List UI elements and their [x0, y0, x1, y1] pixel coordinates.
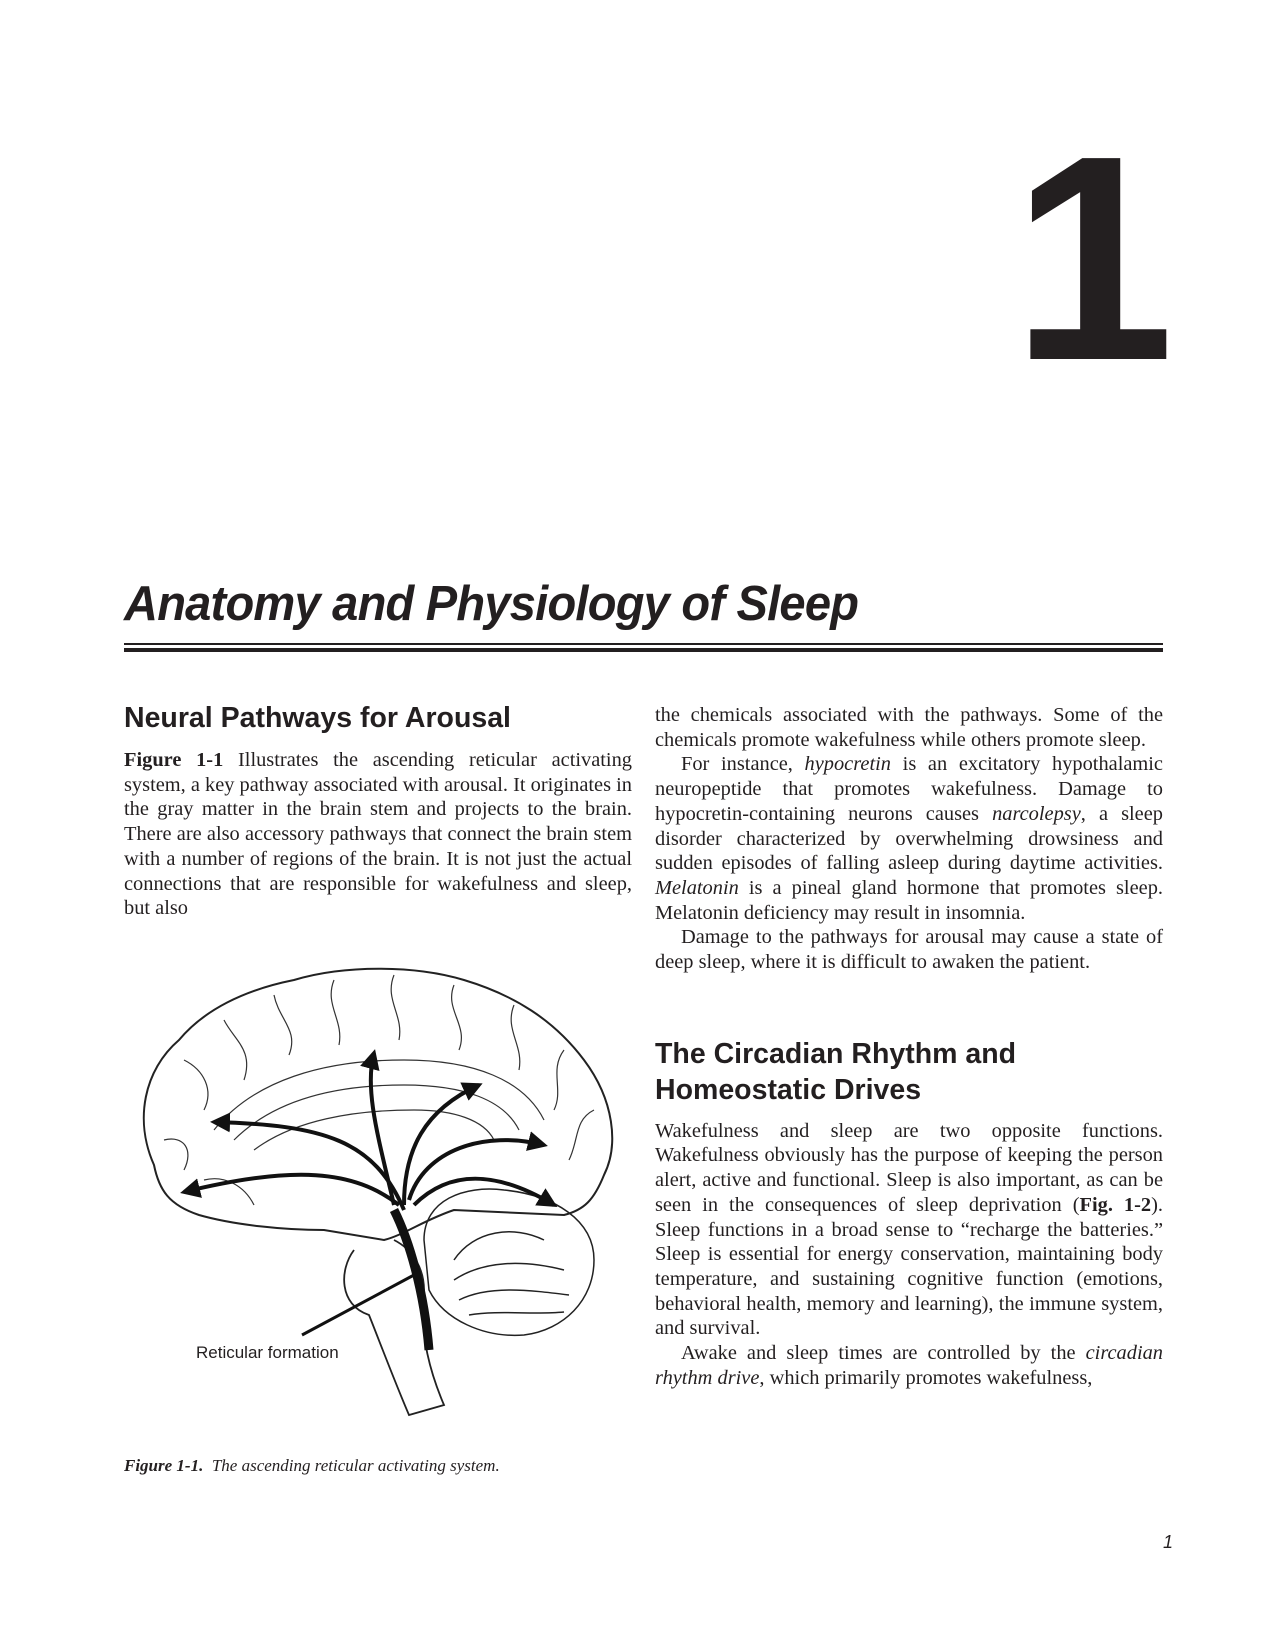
paragraph-awake-sleep — [655, 1341, 1163, 1390]
caption-figure-ref: Figure 1-1. — [124, 1456, 204, 1475]
paragraph-hypocretin — [655, 752, 1163, 925]
text-run: , a sleep disorder characterized by overwhelming drowsiness and sudden episodes of falling asleep during daytime activities. — [655, 802, 1163, 875]
term-narcolepsy: narcolepsy — [992, 802, 1081, 825]
figure-caption — [124, 1456, 500, 1476]
term-circadian-rhythm-drive: circadian rhythm drive — [655, 1342, 1163, 1389]
term-hypocretin: hypocretin — [804, 753, 891, 776]
caption-text: The ascending reticular activating system. — [211, 1456, 500, 1475]
title-rule-thick — [124, 648, 1163, 652]
paragraph-damage: Damage to the pathways for arousal may cause a state of deep sleep, where it is difficult to awaken the patient. — [655, 926, 1163, 974]
text-run: For instance, — [681, 753, 805, 776]
paragraph-text: Illustrates the ascending reticular activating system, a key pathway associated with arousal. It originates in the gray matter in the brain stem and projects to the brain. There are also accessory pathways that connect the brain stem with a number of regions of the brain. It is not just the actual connections that are responsible for wakefulness and sleep, but also — [124, 749, 632, 920]
section-heading-neural-pathways: Neural Pathways for Arousal — [124, 702, 511, 734]
chapter-number: 1 — [1012, 95, 1169, 421]
title-rule-thin — [124, 643, 1163, 645]
figure-label-reticular-formation: Reticular formation — [196, 1343, 339, 1362]
text-run: Wakefulness and sleep are two opposite functions. Wakefulness obviously has the purpose of keeping the person alert, active and functional. Sleep is also important, as can be seen in the consequences of sleep deprivation ( — [655, 1119, 1163, 1216]
section-heading-circadian: The Circadian Rhythm and Homeostatic Drives — [655, 1037, 1017, 1106]
chapter-title: Anatomy and Physiology of Sleep — [124, 577, 859, 631]
text-run: is a pineal gland hormone that promotes sleep. Melatonin deficiency may result in insomnia. — [655, 876, 1163, 924]
text-run: , which primarily promotes wakefulness, — [759, 1366, 1093, 1389]
text-run: ). Sleep functions in a broad sense to “recharge the batteries.” Sleep is essential for energy conservation, maintaining body temperature, and sustaining cognitive function (emotions, behavioral health, memory and learning), the immune system, and survival. — [655, 1193, 1163, 1340]
paragraph-wakefulness — [655, 1119, 1163, 1341]
text-run: is an excitatory hypothalamic neuropeptide that promotes wakefulness. Damage to hypocretin-containing neurons causes — [655, 753, 1163, 825]
figure-reference: Fig. 1-2 — [1079, 1193, 1152, 1216]
page-number: 1 — [1163, 1532, 1174, 1552]
reticular-formation-leader — [302, 1275, 414, 1335]
left-column — [124, 700, 632, 921]
pathway-arrows — [184, 1053, 554, 1350]
paragraph-continuation: the chemicals associated with the pathways. Some of the chemicals promote wakefulness while others promote sleep. — [655, 704, 1163, 751]
figure-reference: Figure 1-1 — [124, 749, 224, 771]
text-run: Awake and sleep times are controlled by the — [681, 1342, 1086, 1365]
right-column — [655, 703, 1163, 1390]
paragraph-neural-pathways — [124, 748, 632, 921]
term-melatonin: Melatonin — [655, 876, 739, 899]
